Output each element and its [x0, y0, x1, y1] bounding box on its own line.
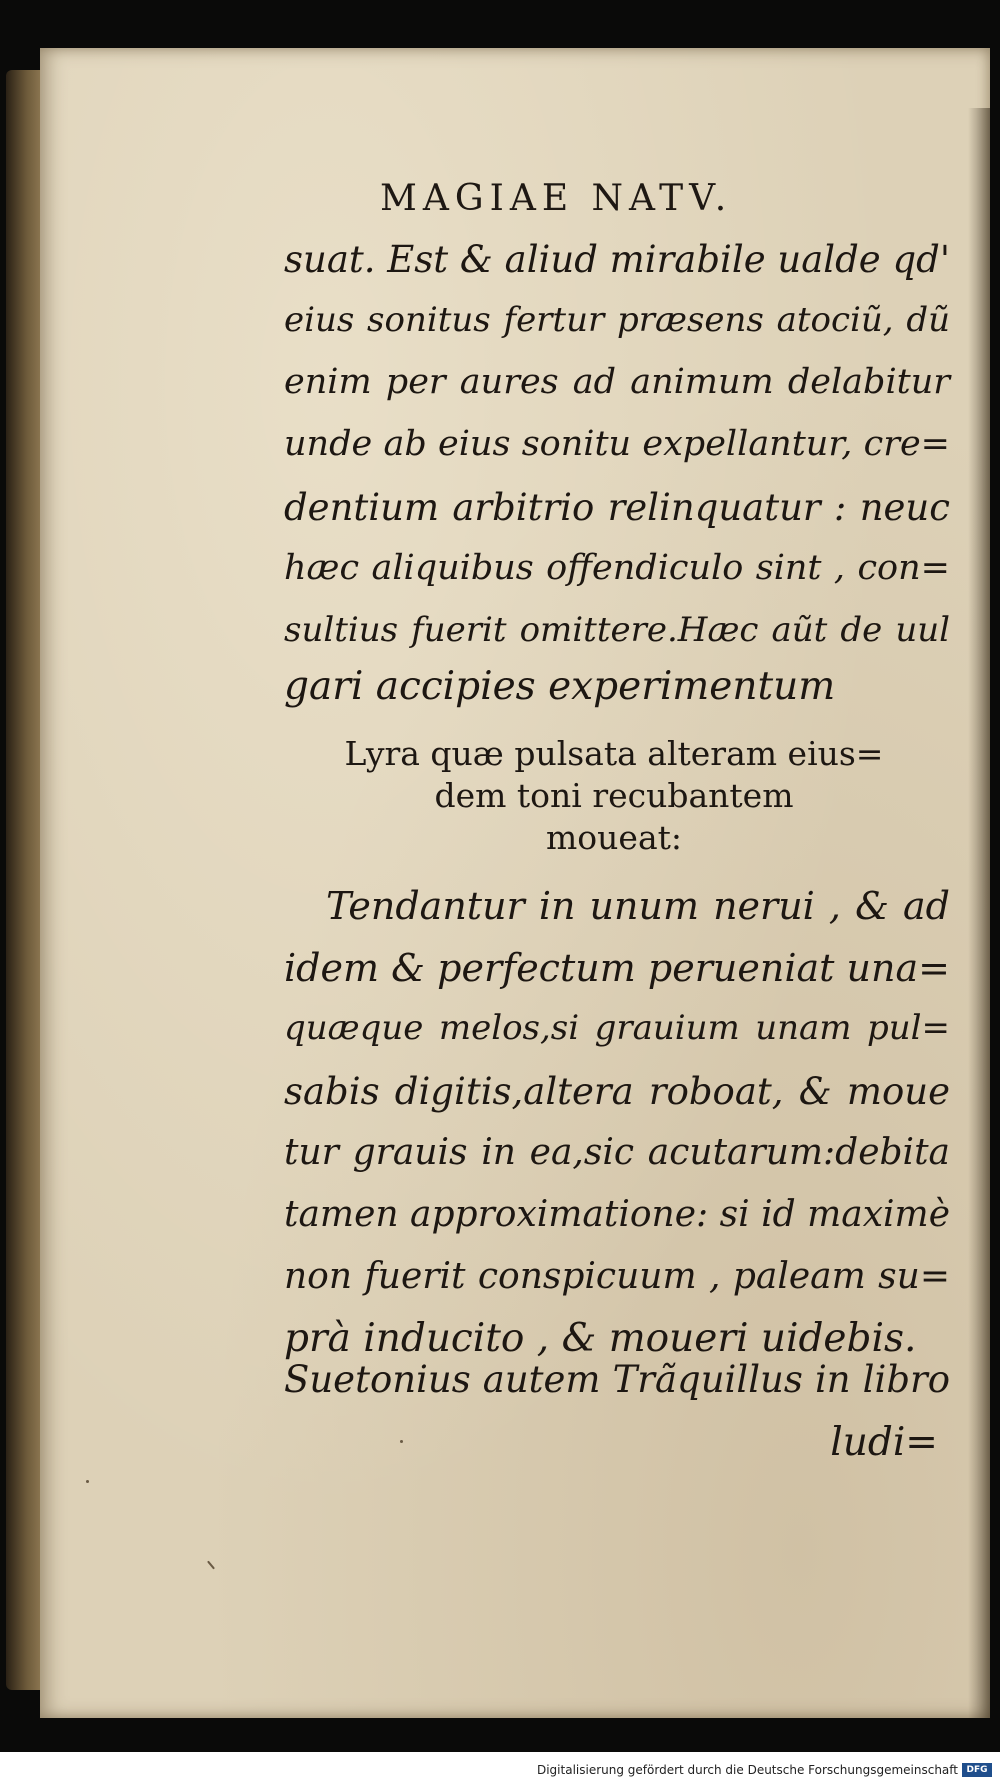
catchword: ludi=: [830, 1420, 938, 1465]
paper-speck: [400, 1440, 403, 1443]
text-line: Suetonius autem Trãquillus in libro: [284, 1358, 950, 1401]
digitization-footer: [0, 1752, 1000, 1784]
text-line: dentium arbitrio relinquatur : neuc: [284, 486, 950, 529]
page-gutter-shadow: [968, 108, 990, 1718]
dfg-logo-icon: DFG: [962, 1763, 992, 1777]
text-line: gari accipies experimentum: [284, 664, 836, 709]
text-line: unde ab eius sonitu expellantur, cre=: [284, 424, 950, 464]
text-line: enim per aures ad animum delabitur: [284, 362, 950, 402]
text-line: Tendantur in unum nerui , & ad: [326, 884, 950, 928]
text-line: tur grauis in ea,sic acutarum:debita: [284, 1132, 950, 1173]
text-line: hæc aliquibus offendiculo sint , con=: [284, 548, 950, 588]
text-line: sultius fuerit omittere.Hæc aũt de uul: [284, 610, 950, 650]
text-line: non fuerit conspicuum , paleam su=: [284, 1256, 950, 1297]
text-line: sabis digitis,altera roboat, & moue: [284, 1070, 950, 1113]
text-line: eius sonitus fertur præsens atociũ, dũ: [284, 300, 950, 340]
section-heading-line: moueat:: [546, 818, 682, 857]
text-line: idem & perfectum perueniat una=: [284, 946, 950, 990]
text-line: quæque melos,si grauium unam pul=: [284, 1008, 950, 1048]
section-heading-line: Lyra quæ pulsata alteram eius=: [344, 734, 884, 773]
text-line: suat. Est & aliud mirabile ualde qd': [284, 238, 950, 281]
book-page: [40, 48, 990, 1718]
running-head: MAGIAE NATV.: [380, 178, 733, 219]
text-line: tamen approximatione: si id maximè: [284, 1194, 950, 1235]
funding-credit: Digitalisierung gefördert durch die Deutsche Forschungsgemeinschaft: [536, 1763, 958, 1777]
text-line: prà inducito , & moueri uidebis.: [284, 1316, 917, 1361]
paper-speck: [86, 1480, 89, 1483]
section-heading-line: dem toni recubantem: [434, 776, 794, 815]
